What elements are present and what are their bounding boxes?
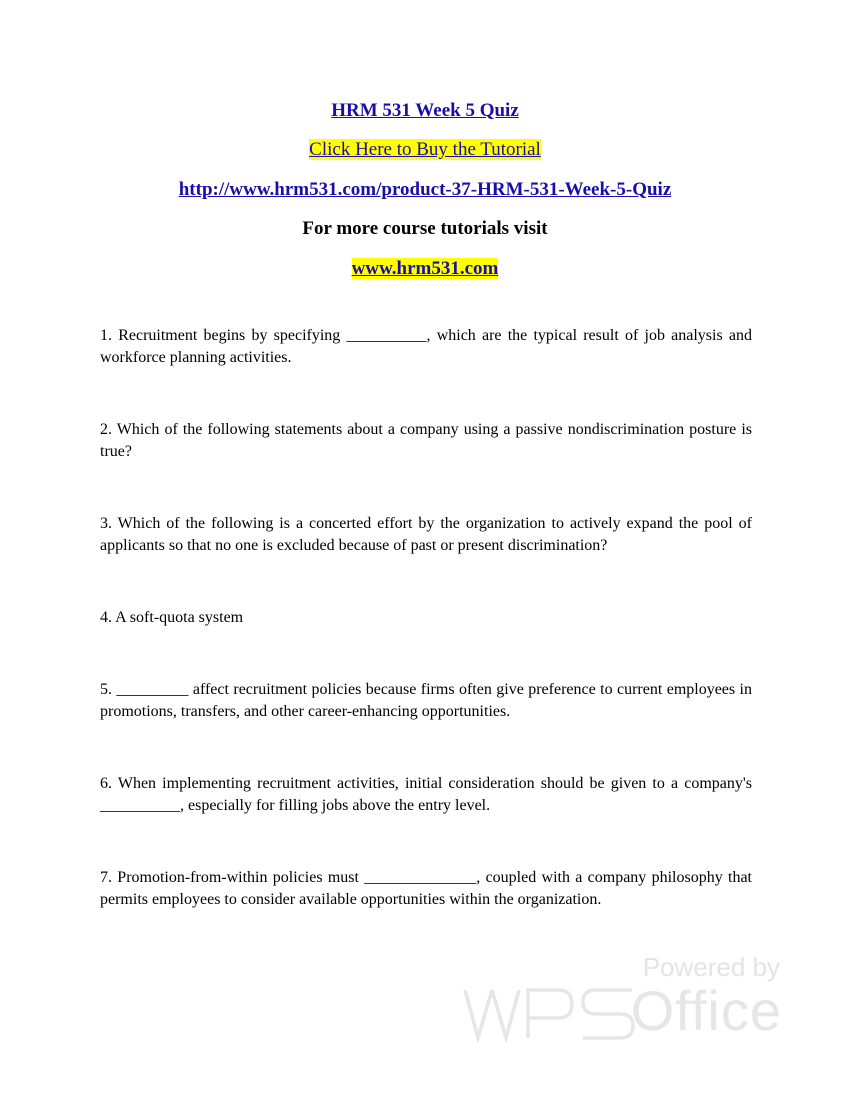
question-1: 1. Recruitment begins by specifying __________, which are the typical result of job analysis and workforce planning activities. [100, 327, 752, 366]
question-7: 7. Promotion-from-within policies must ______________, coupled with a company philosophy that permits employees to consider available opportunities within the organization. [100, 869, 752, 908]
buy-tutorial-link[interactable]: Click Here to Buy the Tutorial [309, 139, 541, 160]
question-2: 2. Which of the following statements about a company using a passive nondiscrimination posture is true? [100, 421, 752, 460]
more-tutorials-text: For more course tutorials visit [302, 218, 548, 239]
wps-logo-icon [462, 986, 637, 1042]
wps-office-watermark [462, 950, 782, 1045]
question-6: 6. When implementing recruitment activities, initial consideration should be given to a company's __________, especially for filling jobs above the entry level. [100, 775, 752, 814]
question-4: 4. A soft-quota system [100, 609, 244, 626]
product-url-link[interactable]: http://www.hrm531.com/product-37-HRM-531-Week-5-Quiz [178, 179, 672, 200]
site-link[interactable]: www.hrm531.com [351, 258, 499, 279]
site-link-row [0, 257, 850, 281]
watermark-office-text: Office [630, 979, 782, 1042]
question-3: 3. Which of the following is a concerted effort by the organization to actively expand the pool of applicants so that no one is excluded because of past or present discrimination? [100, 515, 752, 554]
quiz-title-link[interactable]: HRM 531 Week 5 Quiz [331, 100, 519, 121]
question-5: 5. _________ affect recruitment policies because firms often give preference to current employees in promotions, transfers, and other career-enhancing opportunities. [100, 681, 752, 720]
buy-tutorial-row [0, 138, 850, 162]
watermark-powered-by: Powered by [642, 952, 780, 982]
